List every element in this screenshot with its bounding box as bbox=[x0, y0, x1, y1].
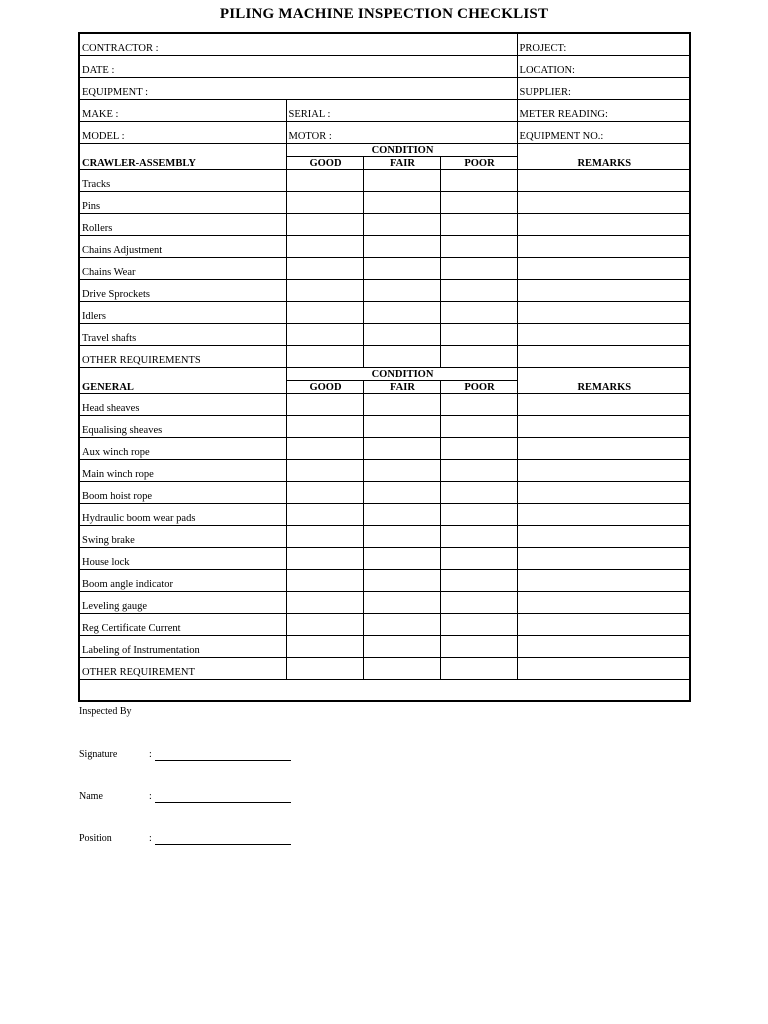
checklist-item-label: Idlers bbox=[79, 302, 286, 324]
checklist-row bbox=[79, 416, 690, 438]
poor-checkbox-cell[interactable] bbox=[440, 460, 517, 482]
checklist-row bbox=[79, 394, 690, 416]
good-checkbox-cell[interactable] bbox=[286, 170, 363, 192]
poor-checkbox-cell[interactable] bbox=[440, 636, 517, 658]
poor-checkbox-cell[interactable] bbox=[440, 438, 517, 460]
poor-checkbox-cell[interactable] bbox=[440, 236, 517, 258]
checklist-row bbox=[79, 280, 690, 302]
checklist-item-label: Tracks bbox=[79, 170, 286, 192]
fair-checkbox-cell[interactable] bbox=[363, 324, 440, 346]
date-field[interactable]: DATE : bbox=[79, 56, 517, 78]
section-title: CRAWLER-ASSEMBLY bbox=[79, 144, 286, 170]
remarks-cell[interactable] bbox=[517, 504, 690, 526]
fair-checkbox-cell[interactable] bbox=[363, 192, 440, 214]
position-line[interactable] bbox=[155, 844, 291, 845]
fair-checkbox-cell[interactable] bbox=[363, 548, 440, 570]
fair-checkbox-cell[interactable] bbox=[363, 236, 440, 258]
checklist-row bbox=[79, 302, 690, 324]
good-checkbox-cell[interactable] bbox=[286, 280, 363, 302]
checklist-row bbox=[79, 614, 690, 636]
fair-checkbox-cell[interactable] bbox=[363, 504, 440, 526]
checklist-item-label: Travel shafts bbox=[79, 324, 286, 346]
fair-checkbox-cell[interactable] bbox=[363, 592, 440, 614]
good-checkbox-cell[interactable] bbox=[286, 258, 363, 280]
poor-checkbox-cell[interactable] bbox=[440, 416, 517, 438]
contractor-field[interactable]: CONTRACTOR : bbox=[79, 33, 517, 56]
section-title: GENERAL bbox=[79, 368, 286, 394]
good-checkbox-cell[interactable] bbox=[286, 236, 363, 258]
fair-checkbox-cell[interactable] bbox=[363, 170, 440, 192]
checklist-row bbox=[79, 324, 690, 346]
checklist-item-label: Boom hoist rope bbox=[79, 482, 286, 504]
checklist-row bbox=[79, 658, 690, 680]
checklist-row bbox=[79, 258, 690, 280]
remarks-cell[interactable] bbox=[517, 302, 690, 324]
checklist-item-label: Main winch rope bbox=[79, 460, 286, 482]
remarks-cell[interactable] bbox=[517, 170, 690, 192]
good-checkbox-cell[interactable] bbox=[286, 636, 363, 658]
poor-checkbox-cell[interactable] bbox=[440, 614, 517, 636]
good-checkbox-cell[interactable] bbox=[286, 592, 363, 614]
good-checkbox-cell[interactable] bbox=[286, 192, 363, 214]
remarks-cell[interactable] bbox=[517, 614, 690, 636]
position-label: Position bbox=[79, 833, 112, 844]
checklist-row bbox=[79, 570, 690, 592]
remarks-header: REMARKS bbox=[517, 144, 690, 170]
good-checkbox-cell[interactable] bbox=[286, 460, 363, 482]
inspected-by-label: Inspected By bbox=[79, 706, 132, 717]
page-title: PILING MACHINE INSPECTION CHECKLIST bbox=[219, 6, 549, 22]
checklist-item-label: House lock bbox=[79, 548, 286, 570]
remarks-cell[interactable] bbox=[517, 482, 690, 504]
checklist-row bbox=[79, 236, 690, 258]
remarks-cell[interactable] bbox=[517, 526, 690, 548]
checklist-row bbox=[79, 592, 690, 614]
good-checkbox-cell[interactable] bbox=[286, 416, 363, 438]
name-line[interactable] bbox=[155, 802, 291, 803]
checklist-item-label: Rollers bbox=[79, 214, 286, 236]
good-checkbox-cell[interactable] bbox=[286, 324, 363, 346]
poor-checkbox-cell[interactable] bbox=[440, 658, 517, 680]
poor-checkbox-cell[interactable] bbox=[440, 592, 517, 614]
equipment-field[interactable]: EQUIPMENT : bbox=[79, 78, 517, 100]
checklist-row bbox=[79, 192, 690, 214]
motor-field[interactable]: MOTOR : bbox=[286, 122, 517, 144]
checklist-item-label: OTHER REQUIREMENTS bbox=[79, 346, 286, 368]
fair-checkbox-cell[interactable] bbox=[363, 614, 440, 636]
poor-checkbox-cell[interactable] bbox=[440, 570, 517, 592]
signature-colon: : bbox=[149, 749, 152, 760]
checklist-item-label: Leveling gauge bbox=[79, 592, 286, 614]
poor-checkbox-cell[interactable] bbox=[440, 324, 517, 346]
checklist-item-label: Reg Certificate Current bbox=[79, 614, 286, 636]
poor-column-header: POOR bbox=[440, 381, 517, 394]
poor-checkbox-cell[interactable] bbox=[440, 302, 517, 324]
fair-checkbox-cell[interactable] bbox=[363, 460, 440, 482]
checklist-item-label: Drive Sprockets bbox=[79, 280, 286, 302]
fair-checkbox-cell[interactable] bbox=[363, 570, 440, 592]
signature-line[interactable] bbox=[155, 760, 291, 761]
checklist-item-label: Chains Wear bbox=[79, 258, 286, 280]
fair-checkbox-cell[interactable] bbox=[363, 636, 440, 658]
poor-column-header: POOR bbox=[440, 157, 517, 170]
project-field[interactable]: PROJECT: bbox=[517, 33, 690, 56]
good-checkbox-cell[interactable] bbox=[286, 570, 363, 592]
checklist-item-label: Chains Adjustment bbox=[79, 236, 286, 258]
remarks-cell[interactable] bbox=[517, 346, 690, 368]
remarks-cell[interactable] bbox=[517, 416, 690, 438]
checklist-row bbox=[79, 170, 690, 192]
location-field[interactable]: LOCATION: bbox=[517, 56, 690, 78]
fair-checkbox-cell[interactable] bbox=[363, 258, 440, 280]
remarks-cell[interactable] bbox=[517, 460, 690, 482]
good-checkbox-cell[interactable] bbox=[286, 658, 363, 680]
fair-checkbox-cell[interactable] bbox=[363, 302, 440, 324]
fair-checkbox-cell[interactable] bbox=[363, 214, 440, 236]
checklist-row bbox=[79, 438, 690, 460]
fair-checkbox-cell[interactable] bbox=[363, 658, 440, 680]
name-colon: : bbox=[149, 791, 152, 802]
checklist-item-label: Swing brake bbox=[79, 526, 286, 548]
condition-header: CONDITION bbox=[286, 368, 517, 381]
checklist-row bbox=[79, 460, 690, 482]
checklist-item-label: Pins bbox=[79, 192, 286, 214]
remarks-cell[interactable] bbox=[517, 438, 690, 460]
checklist-row bbox=[79, 346, 690, 368]
fair-checkbox-cell[interactable] bbox=[363, 346, 440, 368]
remarks-cell[interactable] bbox=[517, 236, 690, 258]
poor-checkbox-cell[interactable] bbox=[440, 504, 517, 526]
poor-checkbox-cell[interactable] bbox=[440, 346, 517, 368]
position-colon: : bbox=[149, 833, 152, 844]
fair-column-header: FAIR bbox=[363, 157, 440, 170]
remarks-cell[interactable] bbox=[517, 592, 690, 614]
remarks-cell[interactable] bbox=[517, 636, 690, 658]
make-field[interactable]: MAKE : bbox=[79, 100, 286, 122]
checklist-item-label: Labeling of Instrumentation bbox=[79, 636, 286, 658]
meter-reading-field[interactable]: METER READING: bbox=[517, 100, 690, 122]
good-checkbox-cell[interactable] bbox=[286, 548, 363, 570]
supplier-field[interactable]: SUPPLIER: bbox=[517, 78, 690, 100]
poor-checkbox-cell[interactable] bbox=[440, 192, 517, 214]
poor-checkbox-cell[interactable] bbox=[440, 214, 517, 236]
poor-checkbox-cell[interactable] bbox=[440, 258, 517, 280]
remarks-cell[interactable] bbox=[517, 548, 690, 570]
good-column-header: GOOD bbox=[286, 157, 363, 170]
checklist-row bbox=[79, 526, 690, 548]
condition-header: CONDITION bbox=[286, 144, 517, 157]
good-checkbox-cell[interactable] bbox=[286, 526, 363, 548]
remarks-cell[interactable] bbox=[517, 570, 690, 592]
name-label: Name bbox=[79, 791, 103, 802]
poor-checkbox-cell[interactable] bbox=[440, 280, 517, 302]
poor-checkbox-cell[interactable] bbox=[440, 548, 517, 570]
remarks-header: REMARKS bbox=[517, 368, 690, 394]
remarks-cell[interactable] bbox=[517, 258, 690, 280]
fair-column-header: FAIR bbox=[363, 381, 440, 394]
checklist-item-label: Aux winch rope bbox=[79, 438, 286, 460]
checklist-row bbox=[79, 636, 690, 658]
good-checkbox-cell[interactable] bbox=[286, 302, 363, 324]
good-checkbox-cell[interactable] bbox=[286, 482, 363, 504]
checklist-row bbox=[79, 214, 690, 236]
checklist-item-label: Equalising sheaves bbox=[79, 416, 286, 438]
poor-checkbox-cell[interactable] bbox=[440, 394, 517, 416]
checklist-item-label: Hydraulic boom wear pads bbox=[79, 504, 286, 526]
fair-checkbox-cell[interactable] bbox=[363, 438, 440, 460]
remarks-cell[interactable] bbox=[517, 214, 690, 236]
poor-checkbox-cell[interactable] bbox=[440, 170, 517, 192]
serial-field[interactable]: SERIAL : bbox=[286, 100, 517, 122]
remarks-cell[interactable] bbox=[517, 192, 690, 214]
checklist-item-label: OTHER REQUIREMENT bbox=[79, 658, 286, 680]
checklist-item-label: Head sheaves bbox=[79, 394, 286, 416]
checklist-row bbox=[79, 504, 690, 526]
fair-checkbox-cell[interactable] bbox=[363, 394, 440, 416]
fair-checkbox-cell[interactable] bbox=[363, 416, 440, 438]
good-column-header: GOOD bbox=[286, 381, 363, 394]
remarks-cell[interactable] bbox=[517, 394, 690, 416]
model-field[interactable]: MODEL : bbox=[79, 122, 286, 144]
good-checkbox-cell[interactable] bbox=[286, 438, 363, 460]
remarks-cell[interactable] bbox=[517, 280, 690, 302]
good-checkbox-cell[interactable] bbox=[286, 394, 363, 416]
good-checkbox-cell[interactable] bbox=[286, 346, 363, 368]
checklist-item-label: Boom angle indicator bbox=[79, 570, 286, 592]
remarks-cell[interactable] bbox=[517, 324, 690, 346]
checklist-row bbox=[79, 482, 690, 504]
good-checkbox-cell[interactable] bbox=[286, 214, 363, 236]
blank-footer-row bbox=[79, 680, 690, 702]
fair-checkbox-cell[interactable] bbox=[363, 482, 440, 504]
poor-checkbox-cell[interactable] bbox=[440, 482, 517, 504]
good-checkbox-cell[interactable] bbox=[286, 504, 363, 526]
signature-label: Signature bbox=[79, 749, 118, 760]
good-checkbox-cell[interactable] bbox=[286, 614, 363, 636]
inspection-checklist-table bbox=[78, 32, 691, 702]
poor-checkbox-cell[interactable] bbox=[440, 526, 517, 548]
fair-checkbox-cell[interactable] bbox=[363, 280, 440, 302]
remarks-cell[interactable] bbox=[517, 658, 690, 680]
equipment-no-field[interactable]: EQUIPMENT NO.: bbox=[517, 122, 690, 144]
checklist-row bbox=[79, 548, 690, 570]
fair-checkbox-cell[interactable] bbox=[363, 526, 440, 548]
